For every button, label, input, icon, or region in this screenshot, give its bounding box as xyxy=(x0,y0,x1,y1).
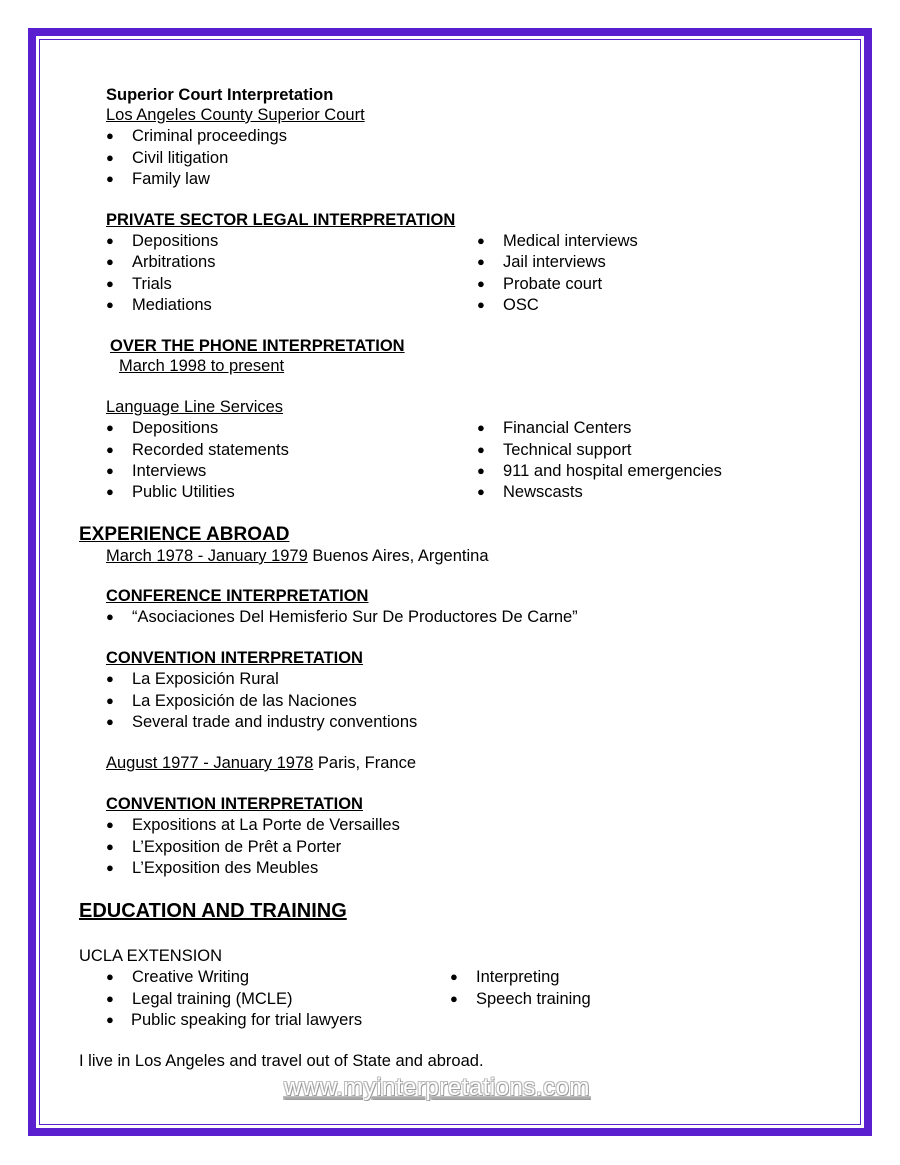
website-watermark-link[interactable]: www.myinterpretations.com xyxy=(284,1074,590,1101)
bullet-icon: ● xyxy=(477,297,485,312)
bullet-icon: ● xyxy=(106,276,114,291)
list-item: Criminal proceedings xyxy=(132,127,287,145)
bullet-icon: ● xyxy=(106,1012,114,1027)
list-item: Technical support xyxy=(503,441,632,459)
bullet-icon: ● xyxy=(477,463,485,478)
superior-title: Superior Court Interpretation xyxy=(106,86,334,104)
education-title: EDUCATION AND TRAINING xyxy=(79,900,347,922)
convention-title-2: CONVENTION INTERPRETATION xyxy=(106,795,363,813)
abroad-period-2 xyxy=(106,753,416,773)
bullet-icon: ● xyxy=(106,463,114,478)
list-item: La Exposición Rural xyxy=(132,670,279,688)
closing-statement: I live in Los Angeles and travel out of State and abroad. xyxy=(79,1052,484,1070)
bullet-icon: ● xyxy=(477,254,485,269)
list-item: Interpreting xyxy=(476,968,560,986)
bullet-icon: ● xyxy=(477,233,485,248)
bullet-icon: ● xyxy=(477,420,485,435)
list-item: Creative Writing xyxy=(132,968,250,986)
list-item: Jail interviews xyxy=(503,253,606,271)
bullet-icon: ● xyxy=(106,817,114,832)
period-2-place: Paris, France xyxy=(313,754,417,772)
list-item: Civil litigation xyxy=(132,149,229,167)
bullet-icon: ● xyxy=(450,969,458,984)
list-item: Legal training (MCLE) xyxy=(132,990,293,1008)
bullet-icon: ● xyxy=(106,171,114,186)
bullet-icon: ● xyxy=(106,150,114,165)
phone-title: OVER THE PHONE INTERPRETATION xyxy=(110,337,405,355)
list-item: Medical interviews xyxy=(503,232,638,250)
bullet-icon: ● xyxy=(106,609,114,624)
bullet-icon: ● xyxy=(106,991,114,1006)
list-item: 911 and hospital emergencies xyxy=(503,462,722,480)
list-item: Expositions at La Porte de Versailles xyxy=(132,816,400,834)
bullet-icon: ● xyxy=(106,969,114,984)
list-item: Several trade and industry conventions xyxy=(132,713,418,731)
list-item: L’Exposition de Prêt a Porter xyxy=(132,838,342,856)
period-1-place: Buenos Aires, Argentina xyxy=(307,547,489,565)
list-item: Arbitrations xyxy=(132,253,216,271)
period-1-dates: March 1978 - January 1979 xyxy=(106,547,308,565)
bullet-icon: ● xyxy=(106,233,114,248)
bullet-icon: ● xyxy=(106,484,114,499)
bullet-icon: ● xyxy=(106,839,114,854)
list-item: Public speaking for trial lawyers xyxy=(131,1011,363,1029)
list-item: Financial Centers xyxy=(503,419,632,437)
list-item: Trials xyxy=(132,275,172,293)
list-item: La Exposición de las Naciones xyxy=(132,692,357,710)
list-item: Probate court xyxy=(503,275,603,293)
period-2-dates: August 1977 - January 1978 xyxy=(106,754,314,772)
bullet-icon: ● xyxy=(106,442,114,457)
list-item: Recorded statements xyxy=(132,441,289,459)
list-item: Depositions xyxy=(132,419,219,437)
bullet-icon: ● xyxy=(106,671,114,686)
conference-title: CONFERENCE INTERPRETATION xyxy=(106,587,369,605)
bullet-icon: ● xyxy=(450,991,458,1006)
bullet-icon: ● xyxy=(106,297,114,312)
bullet-icon: ● xyxy=(106,714,114,729)
list-item: Family law xyxy=(132,170,210,188)
list-item: Mediations xyxy=(132,296,212,314)
list-item: L’Exposition des Meubles xyxy=(132,859,319,877)
list-item: “Asociaciones Del Hemisferio Sur De Productores De Carne” xyxy=(132,608,578,626)
private-sector-title: PRIVATE SECTOR LEGAL INTERPRETATION xyxy=(106,211,456,229)
bullet-icon: ● xyxy=(106,860,114,875)
education-institution: UCLA EXTENSION xyxy=(79,947,223,965)
bullet-icon: ● xyxy=(106,128,114,143)
abroad-period-1 xyxy=(106,546,489,566)
bullet-icon: ● xyxy=(477,442,485,457)
bullet-icon: ● xyxy=(477,276,485,291)
list-item: Interviews xyxy=(132,462,207,480)
bullet-icon: ● xyxy=(106,420,114,435)
bullet-icon: ● xyxy=(477,484,485,499)
list-item: Speech training xyxy=(476,990,591,1008)
list-item: Newscasts xyxy=(503,483,583,501)
bullet-icon: ● xyxy=(106,254,114,269)
superior-court-name: Los Angeles County Superior Court xyxy=(106,106,365,124)
phone-company: Language Line Services xyxy=(106,398,284,416)
list-item: Depositions xyxy=(132,232,219,250)
list-item: Public Utilities xyxy=(132,483,235,501)
convention-title-1: CONVENTION INTERPRETATION xyxy=(106,649,363,667)
list-item: OSC xyxy=(503,296,539,314)
abroad-title: EXPERIENCE ABROAD xyxy=(79,524,290,545)
phone-dates: March 1998 to present xyxy=(119,357,285,375)
bullet-icon: ● xyxy=(106,693,114,708)
